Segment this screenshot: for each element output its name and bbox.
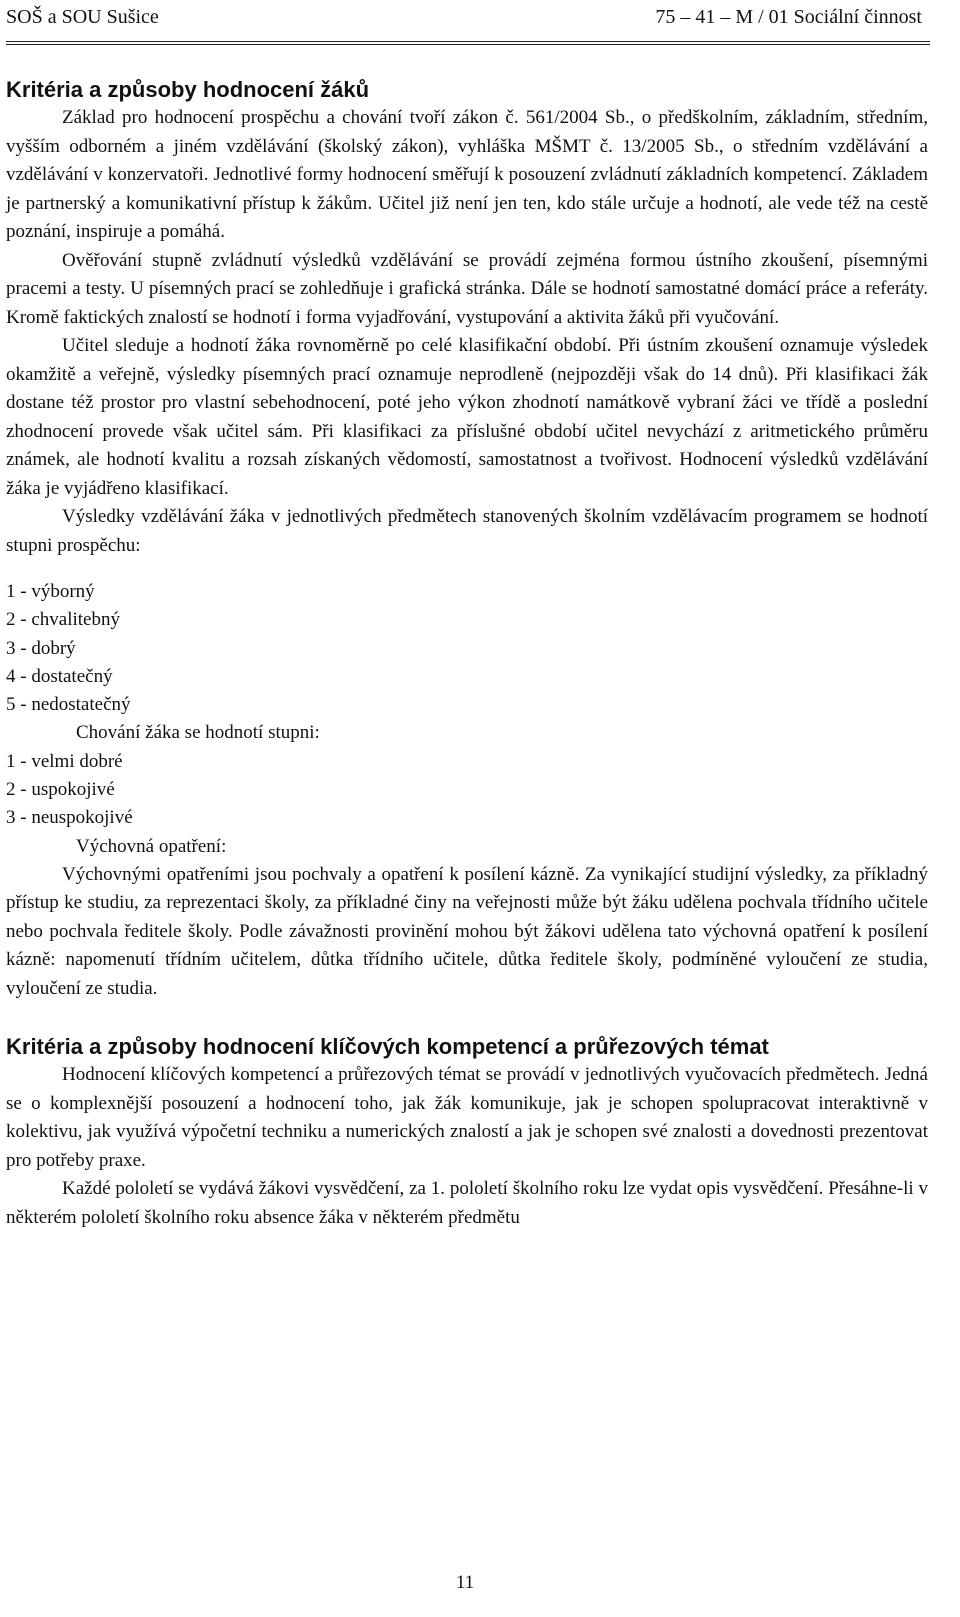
list-item: 5 - nedostatečný [6,694,131,716]
list-item: 4 - dostatečný [6,665,113,687]
behaviour-list [6,748,928,833]
paragraph-teacher-monitoring: Učitel sleduje a hodnotí žáka rovnoměrně po celé klasifikační období. Při ústním zkoušení oznamuje výsledek okamžitě a veřejně, výsledky písemných prací oznamuje neprodleně (nejpozději však do 14 dnů). Při klasifikaci žák dostane též prostor pro vlastní sebehodnocení, poté jeho výkon zhodnotí namátkově vybraní žáci ve třídě a poslední zhodnocení provede však učitel sám. Při klasifikaci za příslušné období učitel nevychází z aritmetického průměru známek, ale hodnotí kvalitu a rozsah získaných vědomostí, samostatnost a tvořivost. Hodnocení výsledků vzdělávání žáka je vyjádřeno klasifikací. [6,335,928,499]
header-program: 75 – 41 – M / 01 Sociální činnost [655,6,922,28]
section-title-competences: Kritéria a způsoby hodnocení klíčových kompetencí a průřezových témat [6,1034,769,1060]
page-content [6,76,928,1232]
section-title-assessment: Kritéria a způsoby hodnocení žáků [6,77,370,102]
paragraph-legal-basis: Základ pro hodnocení prospěchu a chování tvoří zákon č. 561/2004 Sb., o předškolním, základním, středním, vyšším odborném a jiném vzdělávání (školský zákon), vyhláška MŠMT č. 13/2005 Sb., o středním vzdělávání a vzdělávání v konzervatoři. Jednotlivé formy hodnocení směřují k posouzení zvládnutí základních kompetencí. Základem je partnerský a komunikativní přístup k žákům. Učitel již není jen ten, kdo stále určuje a hodnotí, ale vede též na cestě poznání, inspiruje a pomáhá. [6,107,928,242]
list-item: 3 - dobrý [6,637,76,659]
list-item: 1 - velmi dobré [6,750,123,772]
header-rule [6,41,930,45]
measures-heading: Výchovná opatření: [76,835,227,857]
list-item: 1 - výborný [6,581,95,602]
list-item: 2 - chvalitebný [6,609,120,631]
behaviour-heading: Chování žáka se hodnotí stupni: [76,722,320,744]
list-item: 2 - uspokojivé [6,779,115,801]
paragraph-grades-intro: Výsledky vzdělávání žáka v jednotlivých předmětech stanovených školním vzdělávacím programem se hodnotí stupni prospěchu: [6,506,928,556]
paragraph-verification: Ověřování stupně zvládnutí výsledků vzdělávání se provádí zejména formou ústního zkoušení, písemnými pracemi a testy. U písemných prací se zohledňuje i grafická stránka. Dále se hodnotí samostatné domácí práce a referáty. Kromě faktických znalostí se hodnotí i forma vyjadřování, vystupování a aktivita žáků při vyučování. [6,249,928,328]
header-school: SOŠ a SOU Sušice [6,6,159,28]
paragraph-competences: Hodnocení klíčových kompetencí a průřezových témat se provádí v jednotlivých vyučovacích předmětech. Jedná se o komplexnější posouzení a hodnocení toho, jak žák komunikuje, jak je schopen spolupracovat interaktivně v kolektivu, jak využívá výpočetní techniku a numerických znalostí a jak je schopen své znalosti a dovednosti prezentovat pro potřeby praxe. [6,1064,928,1171]
list-item: 3 - neuspokojivé [6,807,133,829]
page-number: 11 [455,1572,475,1593]
page-header [6,5,922,35]
paragraph-measures: Výchovnými opatřeními jsou pochvaly a opatření k posílení kázně. Za vynikající studijní výsledky, za příkladný přístup ke studiu, za reprezentaci školy, za příkladné činy na veřejnosti může být žáku udělena pochvala třídního učitele nebo pochvala ředitele školy. Podle závažnosti provinění mohou být žákovi udělena tato výchovná opatření k posílení kázně: napomenutí třídním učitelem, důtka třídního učitele, důtka ředitele školy, podmíněné vyloučení ze studia, vyloučení ze studia. [6,863,928,999]
grade-list [6,578,928,719]
paragraph-report-card: Každé pololetí se vydává žákovi vysvědčení, za 1. pololetí školního roku lze vydat opis vysvědčení. Přesáhne-li v některém pololetí školního roku absence žáka v některém předmětu [6,1178,928,1228]
